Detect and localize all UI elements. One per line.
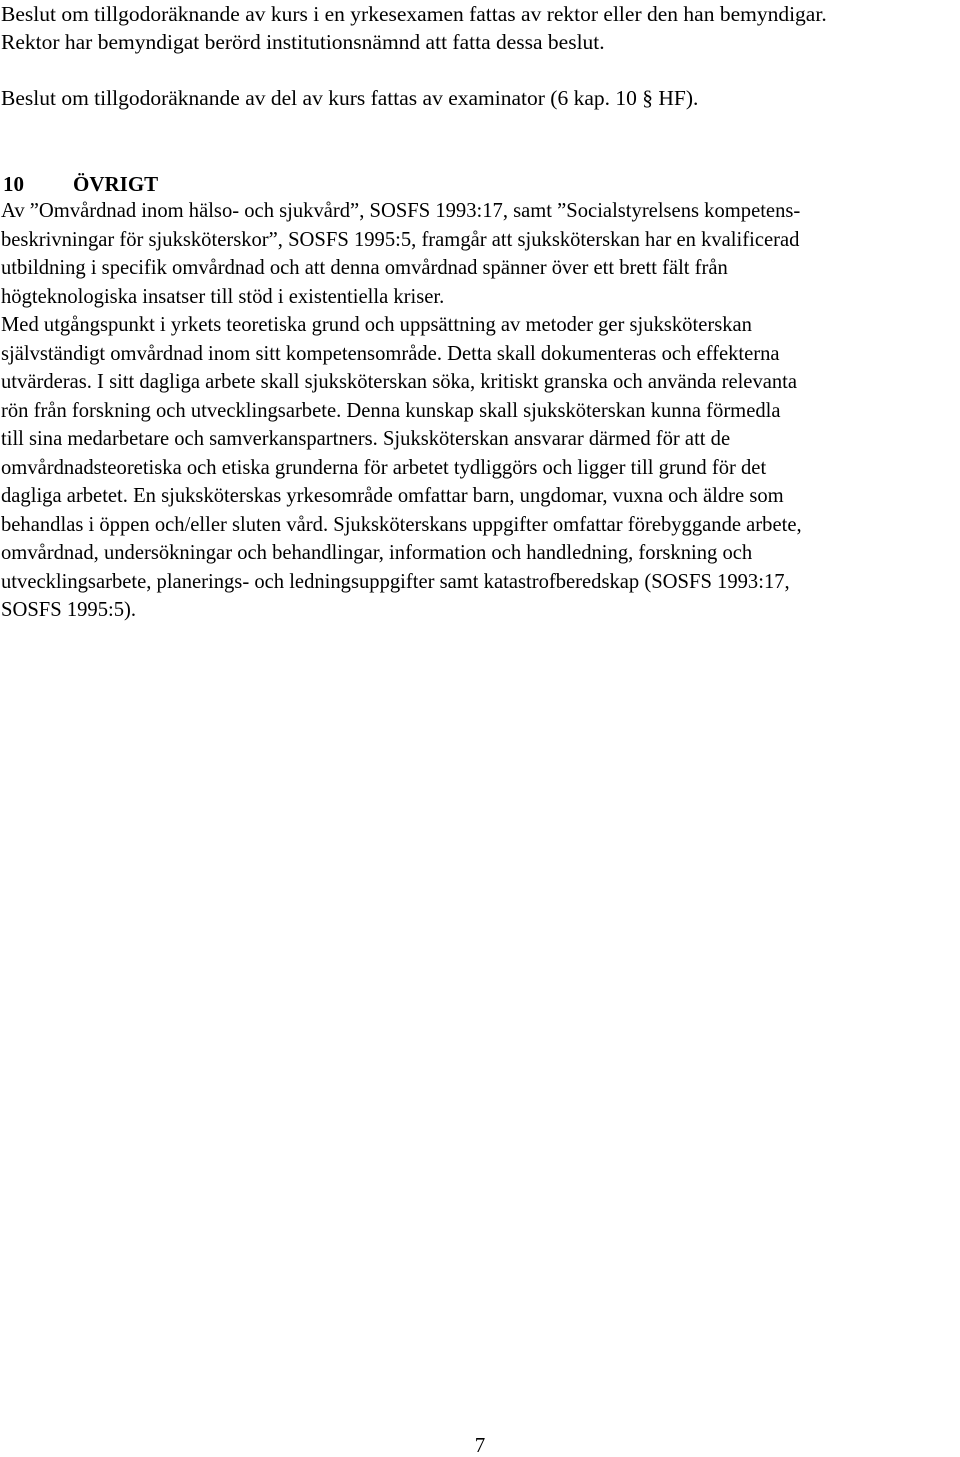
page-number: 7 bbox=[474, 1433, 486, 1457]
section-number: 10 bbox=[3, 172, 24, 196]
intro-paragraphs bbox=[1, 0, 956, 112]
body-line: högteknologiska insatser till stöd i existentiella kriser. bbox=[1, 285, 445, 308]
body-line: Med utgångspunkt i yrkets teoretiska grund och uppsättning av metoder ger sjuksköterskan bbox=[1, 314, 752, 336]
body-line: behandlas i öppen och/eller sluten vård. Sjuksköterskans uppgifter omfattar förebyggande arbete, bbox=[1, 513, 802, 536]
intro-line-3: Beslut om tillgodoräknande av del av kurs fattas av examinator (6 kap. 10 § HF). bbox=[1, 86, 699, 110]
section-heading bbox=[3, 170, 158, 198]
body-line: beskrivningar för sjuksköterskor”, SOSFS 1995:5, framgår att sjuksköterskan har en kvalificerad bbox=[1, 228, 800, 251]
intro-line-2: Rektor har bemyndigat berörd institutionsnämnd att fatta dessa beslut. bbox=[1, 30, 605, 54]
body-line: omvårdnad, undersökningar och behandlingar, information och handledning, forskning och bbox=[1, 542, 753, 564]
body-line: rön från forskning och utvecklingsarbete. Denna kunskap skall sjuksköterskan kunna förmedla bbox=[1, 399, 781, 422]
body-line: SOSFS 1995:5). bbox=[1, 599, 137, 621]
body-line: omvårdnadsteoretiska och etiska grunderna för arbetet tydliggörs och ligger till grund för det bbox=[1, 456, 767, 479]
intro-line-1: Beslut om tillgodoräknande av kurs i en yrkesexamen fattas av rektor eller den han bemyndigar. bbox=[1, 2, 827, 26]
body-line: till sina medarbetare och samverkanspartners. Sjuksköterskan ansvarar därmed för att de bbox=[1, 428, 731, 450]
body-line: dagliga arbetet. En sjuksköterskas yrkesområde omfattar barn, ungdomar, vuxna och äldre som bbox=[1, 485, 784, 507]
body-line: självständigt omvårdnad inom sitt kompetensområde. Detta skall dokumenteras och effekterna bbox=[1, 342, 780, 365]
body-line: Av ”Omvårdnad inom hälso- och sjukvård”, SOSFS 1993:17, samt ”Socialstyrelsens kompetens- bbox=[1, 200, 801, 222]
section-title: ÖVRIGT bbox=[73, 172, 159, 196]
body-line: utbildning i specifik omvårdnad och att denna omvårdnad spänner över ett brett fält från bbox=[1, 257, 728, 279]
section-body bbox=[1, 197, 959, 625]
body-line: utvärderas. I sitt dagliga arbete skall sjuksköterskan söka, kritiskt granska och använda relevanta bbox=[1, 371, 798, 393]
body-line: utvecklingsarbete, planerings- och ledningsuppgifter samt katastrofberedskap (SOSFS 1993:17, bbox=[1, 570, 790, 593]
